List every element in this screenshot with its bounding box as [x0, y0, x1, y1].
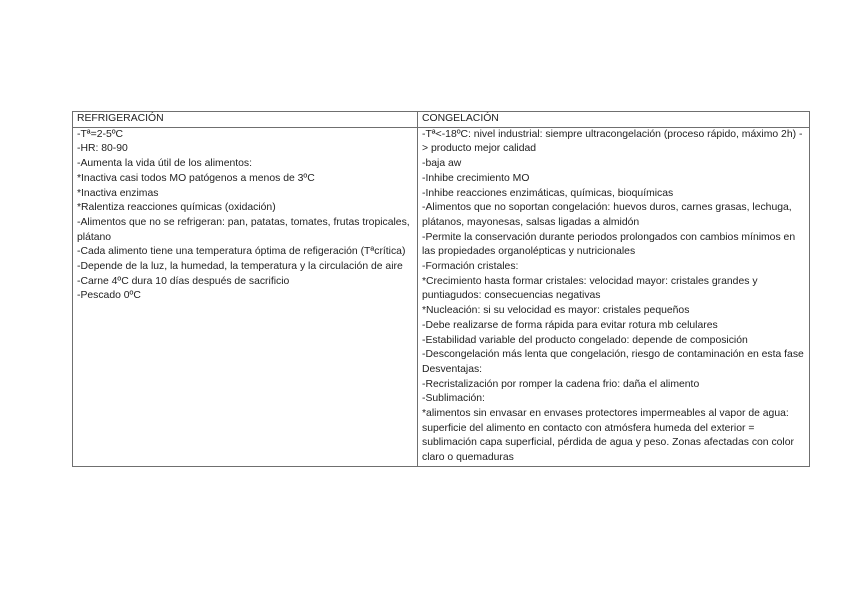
refrigeracion-line: -Alimentos que no se refrigeran: pan, patatas, tomates, frutas tropicales, plátano — [77, 216, 410, 243]
header-row — [73, 112, 810, 128]
congelacion-line: Desventajas: — [422, 363, 483, 375]
congelacion-line: -Formación cristales: — [422, 261, 519, 273]
refrigeracion-line: *Ralentiza reacciones químicas (oxidación) — [77, 202, 276, 214]
header-cell-refrigeracion — [73, 112, 418, 128]
congelacion-line: -Alimentos que no soportan congelación: huevos duros, carnes grasas, lechuga, plátanos, mayonesas, salsas ligadas a almidón — [422, 202, 792, 228]
header-refrigeracion: REFRIGERACIÓN — [77, 113, 164, 124]
congelacion-cell — [418, 127, 810, 466]
refrigeracion-cell — [73, 127, 418, 466]
congelacion-line: -Debe realizarse de forma rápida para evitar rotura mb celulares — [422, 319, 718, 331]
congelacion-line: *Crecimiento hasta formar cristales: velocidad mayor: cristales grandes y puntiagudos: consecuencias negativas — [422, 275, 758, 302]
congelacion-line: -Estabilidad variable del producto congelado: depende de composición — [422, 334, 748, 346]
congelacion-line: -Recristalización por romper la cadena frio: daña el alimento — [422, 378, 700, 390]
refrigeracion-line: *Inactiva enzimas — [77, 187, 159, 199]
congelacion-line: -Descongelación más lenta que congelación, riesgo de contaminación en esta fase — [422, 349, 804, 361]
refrigeracion-line: -Aumenta la vida útil de los alimentos: — [77, 158, 252, 170]
header-congelacion: CONGELACIÓN — [422, 113, 499, 124]
congelacion-line: -baja aw — [422, 158, 462, 170]
congelacion-line: *alimentos sin envasar en envases protectores impermeables al vapor de agua: superficie del alimento en contacto con atmósfera humeda del exterior = sublimación capa superficial, pérdida de agua y peso. Zonas afectadas con color claro o quemaduras — [422, 408, 794, 464]
comparison-table — [72, 111, 810, 467]
congelacion-line: -Tª<-18ºC: nivel industrial: siempre ultracongelación (proceso rápido, máximo 2h) -> producto mejor calidad — [422, 128, 803, 155]
refrigeracion-line: *Inactiva casi todos MO patógenos a menos de 3ºC — [77, 172, 315, 184]
refrigeracion-line: -Carne 4ºC dura 10 días después de sacrificio — [77, 275, 290, 287]
congelacion-line: -Inhibe reacciones enzimáticas, químicas, bioquímicas — [422, 187, 674, 199]
congelacion-line: *Nucleación: si su velocidad es mayor: cristales pequeños — [422, 305, 690, 317]
congelacion-line: -Inhibe crecimiento MO — [422, 172, 530, 184]
refrigeracion-line: -HR: 80-90 — [77, 143, 128, 155]
refrigeracion-line: -Cada alimento tiene una temperatura óptima de refigeración (Tªcrítica) — [77, 246, 406, 258]
refrigeracion-line: -Depende de la luz, la humedad, la temperatura y la circulación de aire — [77, 261, 403, 273]
header-cell-congelacion — [418, 112, 810, 128]
content-row — [73, 127, 810, 466]
refrigeracion-line: -Tª=2-5ºC — [77, 128, 124, 140]
congelacion-line: -Permite la conservación durante periodos prolongados con cambios mínimos en las propiedades organolépticas y nutricionales — [422, 231, 796, 258]
refrigeracion-line: -Pescado 0ºC — [77, 290, 141, 302]
congelacion-line: -Sublimación: — [422, 393, 485, 405]
